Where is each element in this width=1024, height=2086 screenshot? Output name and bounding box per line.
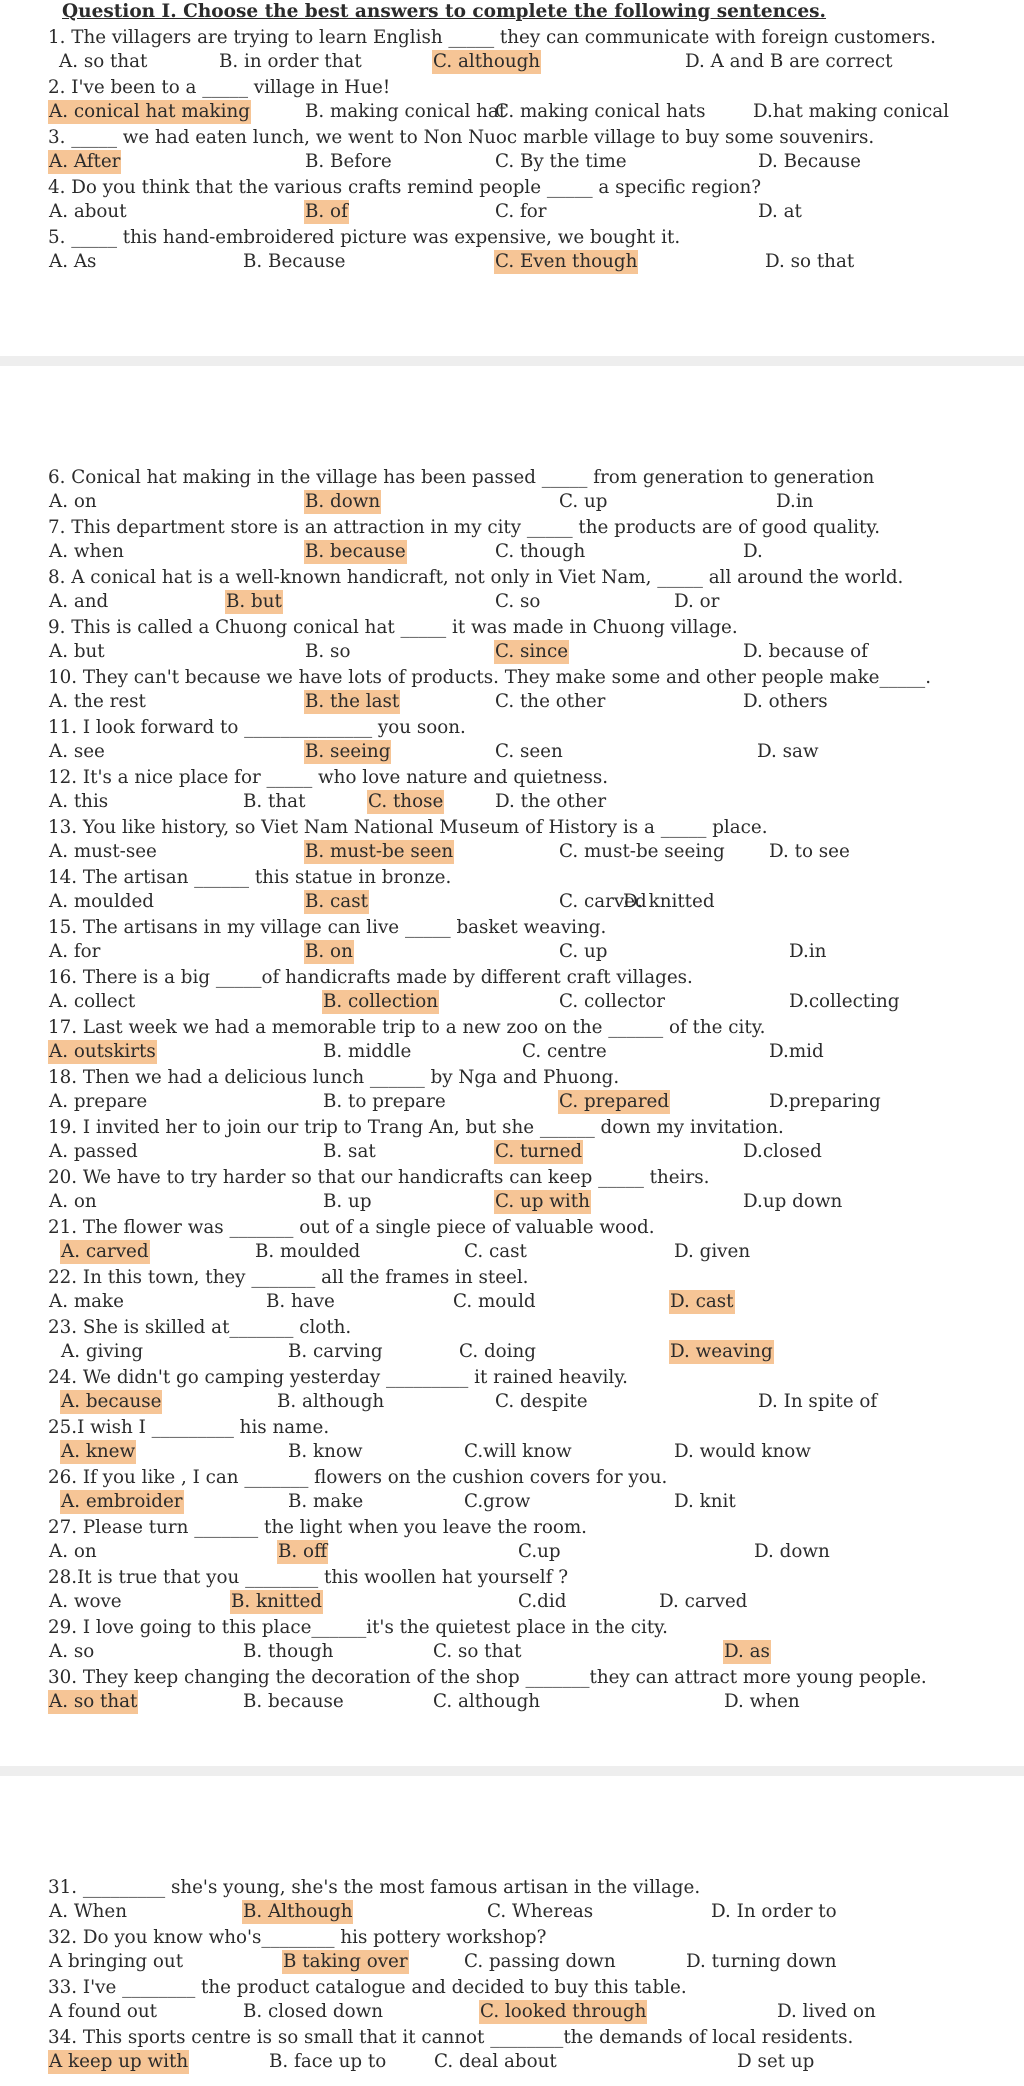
answer-option[interactable]: D set up <box>737 2051 815 2072</box>
answer-option[interactable]: C. although <box>433 1691 541 1712</box>
answer-option[interactable]: A. about <box>49 201 127 222</box>
answer-options-row <box>0 1640 1024 1664</box>
highlighted-answer-option[interactable]: C. since <box>495 641 569 662</box>
answer-option[interactable]: B. make <box>288 1491 364 1512</box>
answer-option[interactable]: D. given <box>674 1241 751 1262</box>
highlighted-answer-option[interactable]: A. embroider <box>61 1491 183 1512</box>
answer-options-row <box>0 250 1024 274</box>
answer-options-row <box>0 590 1024 614</box>
answer-option[interactable]: C. for <box>495 201 547 222</box>
question-text: 7. This department store is an attraction in my city _____ the products are of good quality. <box>48 517 881 538</box>
answer-option[interactable]: A. When <box>49 1901 127 1922</box>
question-text: 31. _________ she's young, she's the most famous artisan in the village. <box>48 1877 701 1898</box>
question-text: 17. Last week we had a memorable trip to a new zoo on the ______ of the city. <box>48 1017 766 1038</box>
answer-option[interactable]: D.collecting <box>789 991 900 1012</box>
answer-option[interactable]: A. prepare <box>49 1091 148 1112</box>
answer-options-row <box>0 1290 1024 1314</box>
answer-options-row <box>0 1140 1024 1164</box>
answer-option[interactable]: D. carved <box>659 1591 748 1612</box>
answer-option[interactable]: C. Whereas <box>487 1901 594 1922</box>
answer-options-row <box>0 100 1024 124</box>
answer-option[interactable]: C. passing down <box>464 1951 616 1972</box>
question-text: 24. We didn't go camping yesterday _________ it rained heavily. <box>48 1367 628 1388</box>
answer-option[interactable]: B. that <box>243 791 306 812</box>
answer-option[interactable]: B. in order that <box>219 51 362 72</box>
answer-options-row <box>0 1340 1024 1364</box>
answer-option[interactable]: A. but <box>49 641 105 662</box>
highlighted-answer-option[interactable]: B taking over <box>283 1951 408 1972</box>
answer-option[interactable]: A. make <box>49 1291 124 1312</box>
answer-option[interactable]: C. By the time <box>495 151 627 172</box>
answer-option[interactable]: A. As <box>49 251 97 272</box>
answer-options-row <box>0 540 1024 564</box>
answer-option[interactable]: B. because <box>243 1691 344 1712</box>
answer-option[interactable]: D.hat making conical <box>753 101 949 122</box>
question-text: 34. This sports centre is so small that it cannot ________the demands of local residents. <box>48 2027 854 2048</box>
answer-options-row <box>0 1440 1024 1464</box>
answer-option[interactable]: C.will know <box>464 1441 572 1462</box>
highlighted-answer-option[interactable]: B. of <box>305 201 348 222</box>
answer-option[interactable]: D. A and B are correct <box>685 51 893 72</box>
answer-option[interactable]: A. when <box>49 541 124 562</box>
question-text: 19. I invited her to join our trip to Trang An, but she ______ down my invitation. <box>48 1117 784 1138</box>
question-text: 14. The artisan ______ this statue in bronze. <box>48 867 452 888</box>
highlighted-answer-option[interactable]: D. weaving <box>670 1341 773 1362</box>
highlighted-answer-option[interactable]: A. because <box>61 1391 162 1412</box>
answer-option[interactable]: D. saw <box>757 741 819 762</box>
answer-option[interactable]: D. would know <box>674 1441 811 1462</box>
question-text: 10. They can't because we have lots of products. They make some and other people make_____. <box>48 667 931 688</box>
answer-option[interactable]: C. cast <box>464 1241 527 1262</box>
question-text: 21. The flower was _______ out of a single piece of valuable wood. <box>48 1217 655 1238</box>
answer-option[interactable]: B. although <box>277 1391 385 1412</box>
answer-option[interactable]: C. though <box>495 541 586 562</box>
answer-option[interactable]: D. In order to <box>711 1901 837 1922</box>
answer-option[interactable]: D.preparing <box>769 1091 881 1112</box>
answer-option[interactable]: A. the rest <box>49 691 146 712</box>
question-text: 16. There is a big _____of handicrafts made by different craft villages. <box>48 967 693 988</box>
answer-option[interactable]: B. though <box>243 1641 334 1662</box>
answer-options-row <box>0 150 1024 174</box>
answer-option[interactable]: A. on <box>49 1191 97 1212</box>
answer-option[interactable]: A. passed <box>49 1141 138 1162</box>
question-text: 6. Conical hat making in the village has been passed _____ from generation to generation <box>48 467 875 488</box>
answer-option[interactable]: B. closed down <box>243 2001 383 2022</box>
highlighted-answer-option[interactable]: A. conical hat making <box>49 101 250 122</box>
highlighted-answer-option[interactable]: B. must-be seen <box>305 841 454 862</box>
answer-option[interactable]: D. when <box>724 1691 800 1712</box>
question-text: 8. A conical hat is a well-known handicraft, not only in Viet Nam, _____ all around the world. <box>48 567 904 588</box>
answer-option[interactable]: C. mould <box>453 1291 536 1312</box>
highlighted-answer-option[interactable]: B. collection <box>323 991 439 1012</box>
highlighted-answer-option[interactable]: C. up with <box>495 1191 590 1212</box>
question-text: 13. You like history, so Viet Nam National Museum of History is a _____ place. <box>48 817 768 838</box>
answer-option[interactable]: D. at <box>758 201 802 222</box>
answer-options-row <box>0 1690 1024 1714</box>
answer-options-row <box>0 2050 1024 2074</box>
answer-option[interactable]: D.up down <box>743 1191 843 1212</box>
answer-option[interactable]: C.up <box>518 1541 561 1562</box>
question-text: 30. They keep changing the decoration of the shop _______they can attract more young people. <box>48 1667 927 1688</box>
answer-options-row <box>0 1090 1024 1114</box>
question-text: 27. Please turn _______ the light when you leave the room. <box>48 1517 587 1538</box>
question-heading: Question I. Choose the best answers to complete the following sentences. <box>62 1 827 22</box>
answer-option[interactable]: A. collect <box>49 991 136 1012</box>
answer-option[interactable]: A. so that <box>59 51 148 72</box>
answer-option[interactable]: A. must-see <box>49 841 157 862</box>
answer-option[interactable]: C. the other <box>495 691 606 712</box>
highlighted-answer-option[interactable]: C. those <box>368 791 444 812</box>
answer-option[interactable]: D. turning down <box>686 1951 837 1972</box>
answer-option[interactable]: A. on <box>49 1541 97 1562</box>
answer-option[interactable]: B. Before <box>305 151 392 172</box>
answer-option[interactable]: B. face up to <box>269 2051 387 2072</box>
answer-option[interactable]: A found out <box>49 2001 157 2022</box>
answer-option[interactable]: C. seen <box>495 741 563 762</box>
highlighted-answer-option[interactable]: C. looked through <box>480 2001 647 2022</box>
answer-option[interactable]: A. giving <box>61 1341 144 1362</box>
question-text: 1. The villagers are trying to learn English _____ they can communicate with foreign customers. <box>48 27 936 48</box>
answer-option[interactable]: D. Because <box>758 151 861 172</box>
answer-option[interactable]: C. deal about <box>434 2051 557 2072</box>
answer-option[interactable]: C. collector <box>559 991 666 1012</box>
highlighted-answer-option[interactable]: B. seeing <box>305 741 391 762</box>
highlighted-answer-option[interactable]: B. cast <box>305 891 368 912</box>
highlighted-answer-option[interactable]: B. on <box>305 941 353 962</box>
question-text: 26. If you like , I can _______ flowers on the cushion covers for you. <box>48 1467 668 1488</box>
question-text: 33. I've ________ the product catalogue and decided to buy this table. <box>48 1977 687 1998</box>
question-text: 9. This is called a Chuong conical hat _____ it was made in Chuong village. <box>48 617 738 638</box>
answer-option[interactable]: B. so <box>305 641 351 662</box>
answer-option[interactable]: A. and <box>49 591 109 612</box>
highlighted-answer-option[interactable]: B. the last <box>305 691 400 712</box>
highlighted-answer-option[interactable]: A. outskirts <box>49 1041 156 1062</box>
highlighted-answer-option[interactable]: D. as <box>724 1641 770 1662</box>
question-text: 2. I've been to a _____ village in Hue! <box>48 77 391 98</box>
question-text: 29. I love going to this place______it's the quietest place in the city. <box>48 1617 668 1638</box>
question-text: 25.I wish I _________ his name. <box>48 1417 330 1438</box>
question-text: 5. _____ this hand-embroidered picture was expensive, we bought it. <box>48 227 681 248</box>
answer-options-row <box>0 1490 1024 1514</box>
highlighted-answer-option[interactable]: C. Even though <box>495 251 638 272</box>
answer-options-row <box>0 690 1024 714</box>
highlighted-answer-option[interactable]: C. turned <box>495 1141 583 1162</box>
highlighted-answer-option[interactable]: A keep up with <box>49 2051 189 2072</box>
answer-option[interactable]: C. despite <box>495 1391 588 1412</box>
question-text: 15. The artisans in my village can live _____ basket weaving. <box>48 917 607 938</box>
answer-option[interactable]: D.in <box>776 491 814 512</box>
answer-option[interactable]: A. this <box>49 791 109 812</box>
answer-option[interactable]: B. carving <box>288 1341 383 1362</box>
answer-option[interactable]: A. on <box>49 491 97 512</box>
answer-options-row <box>0 2000 1024 2024</box>
answer-option[interactable]: D.closed <box>743 1141 822 1162</box>
highlighted-answer-option[interactable]: D. cast <box>670 1291 734 1312</box>
answer-options-row <box>0 990 1024 1014</box>
highlighted-answer-option[interactable]: A. After <box>49 151 121 172</box>
answer-option[interactable]: D. lived on <box>777 2001 876 2022</box>
answer-options-row <box>0 1950 1024 1974</box>
highlighted-answer-option[interactable]: A. knew <box>61 1441 136 1462</box>
question-text: 20. We have to try harder so that our handicrafts can keep _____ theirs. <box>48 1167 710 1188</box>
answer-options-row <box>0 890 1024 914</box>
answer-option[interactable]: D. because of <box>743 641 868 662</box>
answer-option[interactable]: C. up <box>559 941 608 962</box>
answer-option[interactable]: C. so that <box>433 1641 522 1662</box>
answer-option[interactable]: C.grow <box>464 1491 531 1512</box>
answer-option[interactable]: D. the other <box>495 791 607 812</box>
answer-option[interactable]: A. so <box>49 1641 95 1662</box>
highlighted-answer-option[interactable]: B. Although <box>243 1901 353 1922</box>
answer-option[interactable]: B. Because <box>243 251 346 272</box>
answer-option[interactable]: C. making conical hats <box>495 101 706 122</box>
answer-option[interactable]: B. have <box>266 1291 335 1312</box>
answer-option[interactable]: D. down <box>754 1541 830 1562</box>
highlighted-answer-option[interactable]: A. carved <box>61 1241 149 1262</box>
answer-options-row <box>0 1240 1024 1264</box>
answer-option[interactable]: B. to prepare <box>323 1091 446 1112</box>
answer-option[interactable]: C.did <box>518 1591 567 1612</box>
answer-options-row <box>0 1900 1024 1924</box>
question-text: 23. She is skilled at_______ cloth. <box>48 1317 352 1338</box>
answer-option[interactable]: D.mid <box>769 1041 824 1062</box>
question-text: 22. In this town, they _______ all the frames in steel. <box>48 1267 529 1288</box>
answer-option[interactable]: A. see <box>49 741 105 762</box>
question-text: 3. _____ we had eaten lunch, we went to Non Nuoc marble village to buy some souvenirs. <box>48 127 875 148</box>
answer-options-row <box>0 640 1024 664</box>
answer-option[interactable]: A. moulded <box>49 891 155 912</box>
answer-options-row <box>0 740 1024 764</box>
answer-options-row <box>0 1390 1024 1414</box>
question-text: 18. Then we had a delicious lunch ______ by Nga and Phuong. <box>48 1067 620 1088</box>
answer-options-row <box>0 1590 1024 1614</box>
answer-option[interactable]: D. knitted <box>623 891 715 912</box>
answer-option[interactable]: D. so that <box>765 251 855 272</box>
question-text: 4. Do you think that the various crafts remind people _____ a specific region? <box>48 177 762 198</box>
question-text: 28.It is true that you ________ this woollen hat yourself ? <box>48 1567 569 1588</box>
answer-option[interactable]: D. others <box>743 691 828 712</box>
answer-option[interactable]: D.in <box>789 941 827 962</box>
question-text: 32. Do you know who's________ his pottery workshop? <box>48 1927 547 1948</box>
answer-options-row <box>0 50 1024 74</box>
answer-option[interactable]: B. middle <box>323 1041 412 1062</box>
page-break-divider <box>0 1766 1024 1776</box>
answer-option[interactable]: B. know <box>288 1441 363 1462</box>
answer-option[interactable]: D. or <box>674 591 720 612</box>
highlighted-answer-option[interactable]: C. prepared <box>559 1091 670 1112</box>
answer-option[interactable]: C. up <box>559 491 608 512</box>
answer-option[interactable]: D. to see <box>769 841 850 862</box>
answer-options-row <box>0 1190 1024 1214</box>
answer-option[interactable]: C. carved <box>559 891 647 912</box>
answer-option[interactable]: D. In spite of <box>758 1391 878 1412</box>
answer-option[interactable]: A. wove <box>49 1591 122 1612</box>
question-text: 11. I look forward to ______________ you soon. <box>48 717 466 738</box>
answer-options-row <box>0 940 1024 964</box>
answer-option[interactable]: C. must-be seeing <box>559 841 725 862</box>
answer-option[interactable]: B. sat <box>323 1141 376 1162</box>
question-text: 12. It's a nice place for _____ who love nature and quietness. <box>48 767 609 788</box>
highlighted-answer-option[interactable]: A. so that <box>49 1691 138 1712</box>
highlighted-answer-option[interactable]: B. knitted <box>231 1591 322 1612</box>
answer-options-row <box>0 1540 1024 1564</box>
highlighted-answer-option[interactable]: B. because <box>305 541 406 562</box>
highlighted-answer-option[interactable]: B. but <box>226 591 282 612</box>
answer-option[interactable]: C. centre <box>522 1041 607 1062</box>
highlighted-answer-option[interactable]: B. down <box>305 491 381 512</box>
answer-option[interactable]: A. for <box>49 941 101 962</box>
answer-option[interactable]: C. so <box>495 591 541 612</box>
answer-option[interactable]: D. <box>743 541 763 562</box>
answer-option[interactable]: C. doing <box>459 1341 536 1362</box>
answer-option[interactable]: B. up <box>323 1191 372 1212</box>
page-break-divider <box>0 356 1024 366</box>
answer-option[interactable]: A bringing out <box>49 1951 184 1972</box>
answer-options-row <box>0 200 1024 224</box>
answer-options-row <box>0 790 1024 814</box>
highlighted-answer-option[interactable]: C. although <box>433 51 541 72</box>
answer-options-row <box>0 1040 1024 1064</box>
highlighted-answer-option[interactable]: B. off <box>278 1541 328 1562</box>
answer-options-row <box>0 840 1024 864</box>
answer-option[interactable]: B. making conical hat <box>305 101 507 122</box>
answer-option[interactable]: B. moulded <box>255 1241 361 1262</box>
answer-options-row <box>0 490 1024 514</box>
answer-option[interactable]: D. knit <box>674 1491 736 1512</box>
